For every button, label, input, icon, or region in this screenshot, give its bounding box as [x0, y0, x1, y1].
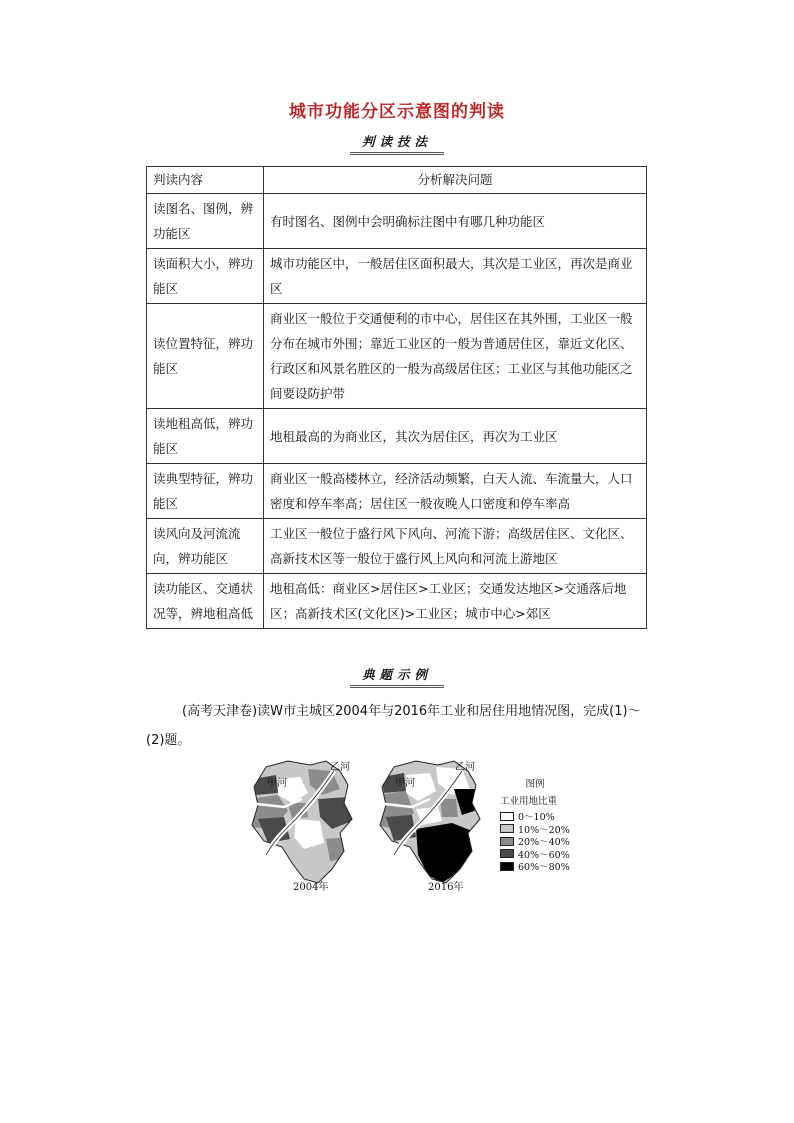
legend-swatch	[500, 812, 514, 821]
table-cell-analysis: 商业区一般位于交通便利的市中心，居住区在其外围，工业区一般分布在城市外围；靠近工业区的一般为普通居住区，靠近文化区、行政区和风景名胜区的一般为高级居住区；工业区与其他功能区之间要设防护带	[264, 304, 647, 409]
table-header-row	[147, 167, 647, 194]
legend-label: 20%～40%	[518, 837, 570, 849]
table-cell-analysis: 城市功能区中，一般居住区面积最大，其次是工业区，再次是商业区	[264, 249, 647, 304]
table-cell-item: 读风向及河流流向，辨功能区	[147, 519, 264, 574]
table-header-analysis: 分析解决问题	[264, 167, 647, 194]
table-row	[147, 409, 647, 464]
table-row	[147, 249, 647, 304]
legend-title: 图例	[525, 779, 545, 790]
table-header-content: 判读内容	[147, 167, 264, 194]
table-cell-item: 读地租高低，辨功能区	[147, 409, 264, 464]
legend-label: 60%～80%	[518, 862, 570, 874]
legend-item	[500, 835, 580, 848]
table-cell-item: 读功能区、交通状况等，辨地租高低	[147, 574, 264, 629]
map-legend	[500, 776, 580, 873]
section-heading-example	[0, 664, 794, 688]
table-cell-item: 读位置特征，辨功能区	[147, 304, 264, 409]
interpretation-table	[146, 166, 647, 629]
table-cell-item: 读面积大小，辨功能区	[147, 249, 264, 304]
table-cell-item: 读图名、图例，辨功能区	[147, 194, 264, 249]
table-cell-analysis: 地租最高的为商业区，其次为居住区，再次为工业区	[264, 409, 647, 464]
legend-swatch	[500, 837, 514, 846]
table-row	[147, 194, 647, 249]
legend-label: 40%～60%	[518, 849, 570, 861]
section-heading-example-text: 典题示例	[350, 665, 444, 688]
legend-item	[500, 848, 580, 861]
table-cell-analysis: 工业区一般位于盛行风下风向、河流下游；高级居住区、文化区、高新技术区等一般位于盛行风上风向和河流上游地区	[264, 519, 647, 574]
table-row	[147, 574, 647, 629]
table-row	[147, 464, 647, 519]
section-heading-techniques	[0, 131, 794, 155]
table-cell-item: 读典型特征，辨功能区	[147, 464, 264, 519]
river-a-label-2016: 甲河	[395, 778, 415, 789]
map-2004	[248, 759, 358, 889]
map-2016	[376, 759, 486, 889]
map-2004-caption: 2004年	[293, 882, 329, 893]
legend-label: 10%～20%	[518, 824, 570, 836]
table-cell-analysis: 地租高低：商业区>居住区>工业区；交通发达地区>交通落后地区；高新技术区(文化区)>工业区；城市中心>郊区	[264, 574, 647, 629]
legend-swatch	[500, 849, 514, 858]
question-intro: (高考天津卷)读W市主城区2004年与2016年工业和居住用地情况图，完成(1)～(2)题。	[146, 704, 641, 748]
table-cell-analysis: 商业区一般高楼林立，经济活动频繁，白天人流、车流量大，人口密度和停车率高；居住区一般夜晚人口密度和停车率高	[264, 464, 647, 519]
river-a-label-2004: 甲河	[267, 778, 287, 789]
map-2016-caption: 2016年	[428, 882, 464, 893]
table-cell-analysis: 有时图名、图例中会明确标注图中有哪几种功能区	[264, 194, 647, 249]
legend-item	[500, 810, 580, 823]
table-row	[147, 519, 647, 574]
section-heading-techniques-text: 判读技法	[350, 132, 444, 155]
table-row	[147, 304, 647, 409]
page-title: 城市功能分区示意图的判读	[289, 102, 505, 122]
river-b-label-2004: 乙河	[330, 762, 350, 773]
legend-label: 0～10%	[518, 812, 555, 824]
river-b-label-2016: 乙河	[455, 762, 475, 773]
legend-item	[500, 860, 580, 873]
legend-item	[500, 823, 580, 836]
legend-swatch	[500, 824, 514, 833]
legend-swatch	[500, 862, 514, 871]
legend-subtitle: 工业用地比重	[500, 796, 558, 807]
